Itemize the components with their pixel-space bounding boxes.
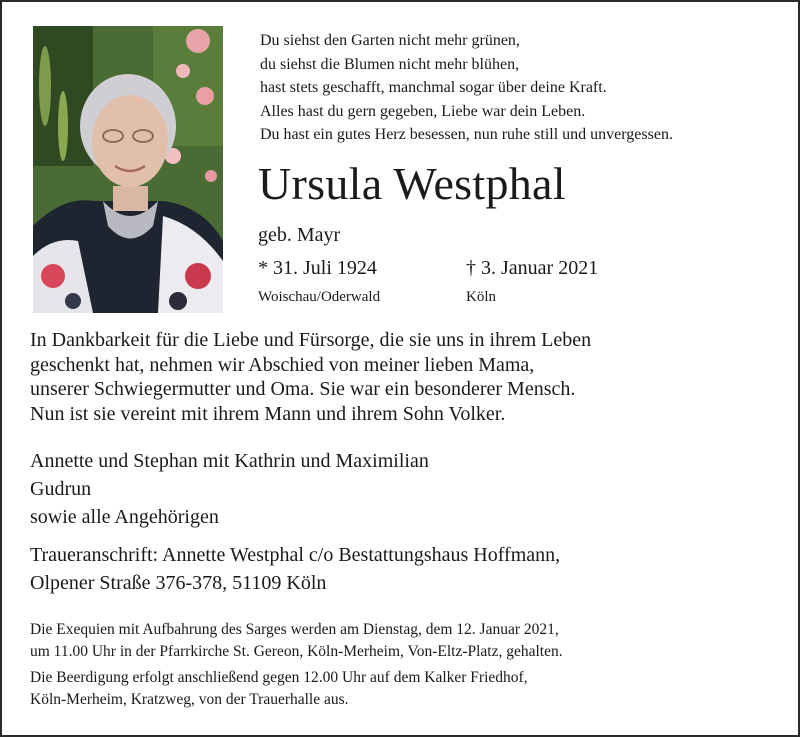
- service-info: [30, 619, 563, 711]
- exequien-line: Die Exequien mit Aufbahrung des Sarges werden am Dienstag, dem 12. Januar 2021,: [30, 621, 559, 638]
- exequien-line: um 11.00 Uhr in der Pfarrkirche St. Gereon, Köln-Merheim, Von-Eltz-Platz, gehalten.: [30, 643, 563, 660]
- birth-place: Woischau/Oderwald: [258, 289, 381, 305]
- death-date: † 3. Januar 2021: [466, 257, 599, 279]
- poem-line: Du siehst den Garten nicht mehr grünen,: [260, 32, 520, 49]
- address-line: Traueranschrift: Annette Westphal c/o Bestattungshaus Hoffmann,: [30, 544, 561, 566]
- death-place: Köln: [466, 289, 496, 305]
- poem-line: du siehst die Blumen nicht mehr blühen,: [260, 55, 520, 73]
- mourner-line: sowie alle Angehörigen: [30, 506, 219, 528]
- memorial-poem: [260, 29, 780, 147]
- burial-line: Köln-Merheim, Kratzweg, von der Trauerhalle aus.: [30, 691, 349, 708]
- deceased-name: Ursula Westphal: [258, 158, 566, 209]
- gratitude-text: [30, 328, 770, 426]
- poem-line: Alles hast du gern gegeben, Liebe war dein Leben.: [260, 102, 586, 120]
- mourner-line: Gudrun: [30, 478, 92, 500]
- poem-line: hast stets geschafft, manchmal sogar über deine Kraft.: [260, 79, 607, 96]
- portrait-photo: [33, 26, 223, 313]
- birth-date: * 31. Juli 1924: [258, 257, 377, 279]
- burial-line: Die Beerdigung erfolgt anschließend gegen 12.00 Uhr auf dem Kalker Friedhof,: [30, 669, 528, 686]
- maiden-name: geb. Mayr: [258, 224, 341, 246]
- body-line: Nun ist sie vereint mit ihrem Mann und ihrem Sohn Volker.: [30, 402, 506, 425]
- mourning-address: [30, 541, 560, 597]
- mourners-list: [30, 447, 429, 531]
- mourner-line: Annette und Stephan mit Kathrin und Maximilian: [30, 450, 429, 472]
- address-line: Olpener Straße 376-378, 51109 Köln: [30, 572, 327, 594]
- body-line: geschenkt hat, nehmen wir Abschied von meiner lieben Mama,: [30, 353, 535, 376]
- poem-line: Du hast ein gutes Herz besessen, nun ruhe still und unvergessen.: [260, 126, 673, 143]
- body-line: In Dankbarkeit für die Liebe und Fürsorge, die sie uns in ihrem Leben: [30, 329, 592, 351]
- body-line: unserer Schwiegermutter und Oma. Sie war ein besonderer Mensch.: [30, 378, 576, 400]
